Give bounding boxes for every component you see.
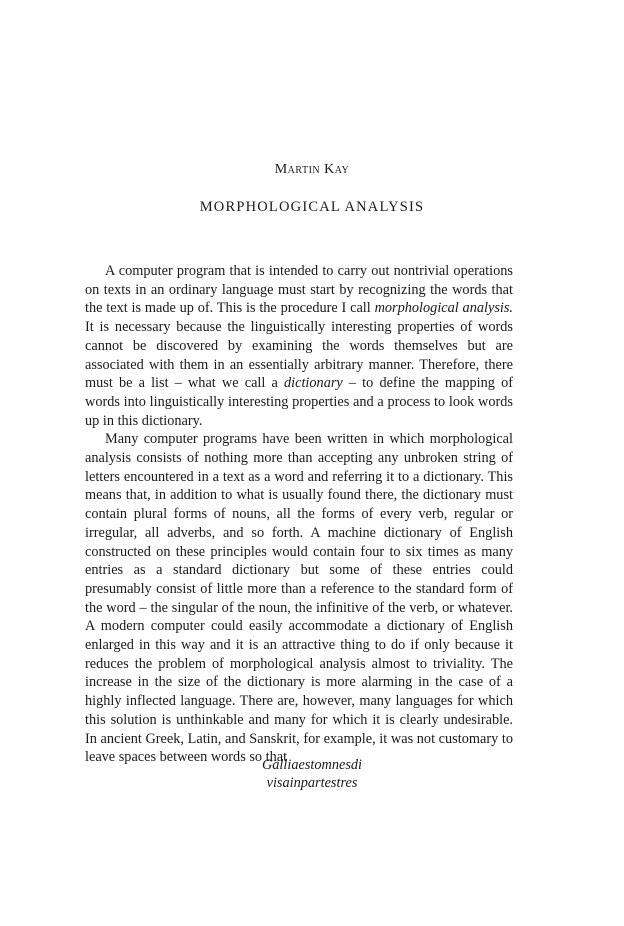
- paragraph-1-part-1: A computer program that is intended to carry out nontrivial operations on texts in an ordinary language must start by recognizing the words that the text is made up of. This is the procedure I call: [85, 263, 513, 317]
- paragraph-1-part-2: It is necessary because the linguistically interesting properties of words cannot be discovered by examining the words themselves but are associated with them in an essentially arbitrary manner. Therefore, there must be a list – what we call a: [85, 319, 513, 392]
- paragraph-1-part-3: – to define the mapping of words into linguistically interesting properties and a process to look words up in this dictionary.: [85, 375, 513, 429]
- author-name: Martin Kay: [274, 162, 350, 177]
- paragraph-2: Many computer programs have been written in which morphological analysis consists of nothing more than accepting any unbroken string of letters encountered in a text as a word and referring it to a dictionary. This means that, in addition to what is usually found there, the dictionary must contain plural forms of nouns, all the forms of every verb, regular or irregular, all adverbs, and so forth. A machine dictionary of English constructed on these principles would contain four to six times as many entries as a standard dictionary but some of these entries could presumably consist of little more than a reference to the standard form of the word – the singular of the noun, the infinitive of the verb, or whatever. A modern computer could easily accommodate a dictionary of English enlarged in this way and it is an attractive thing to do if only because it reduces the problem of morphological analysis almost to triviality. The increase in the size of the dictionary is more alarming in the case of a highly inflected language. There are, however, many languages for which this solution is unthinkable and many for which it is clearly undesirable. In ancient Greek, Latin, and Sanskrit, for example, it was not customary to leave spaces between words so that: [85, 431, 513, 766]
- term-morphological-analysis: morphological analysis.: [374, 300, 513, 317]
- article-title: MORPHOLOGICAL ANALYSIS: [199, 199, 425, 215]
- term-dictionary: dictionary: [283, 375, 343, 392]
- paragraph-1: [85, 262, 513, 430]
- example-line-2: visainpartestres: [266, 775, 358, 791]
- body-text: [85, 262, 513, 767]
- latin-example: [0, 756, 624, 792]
- example-line-1: Galliaestomnesdi: [261, 757, 363, 773]
